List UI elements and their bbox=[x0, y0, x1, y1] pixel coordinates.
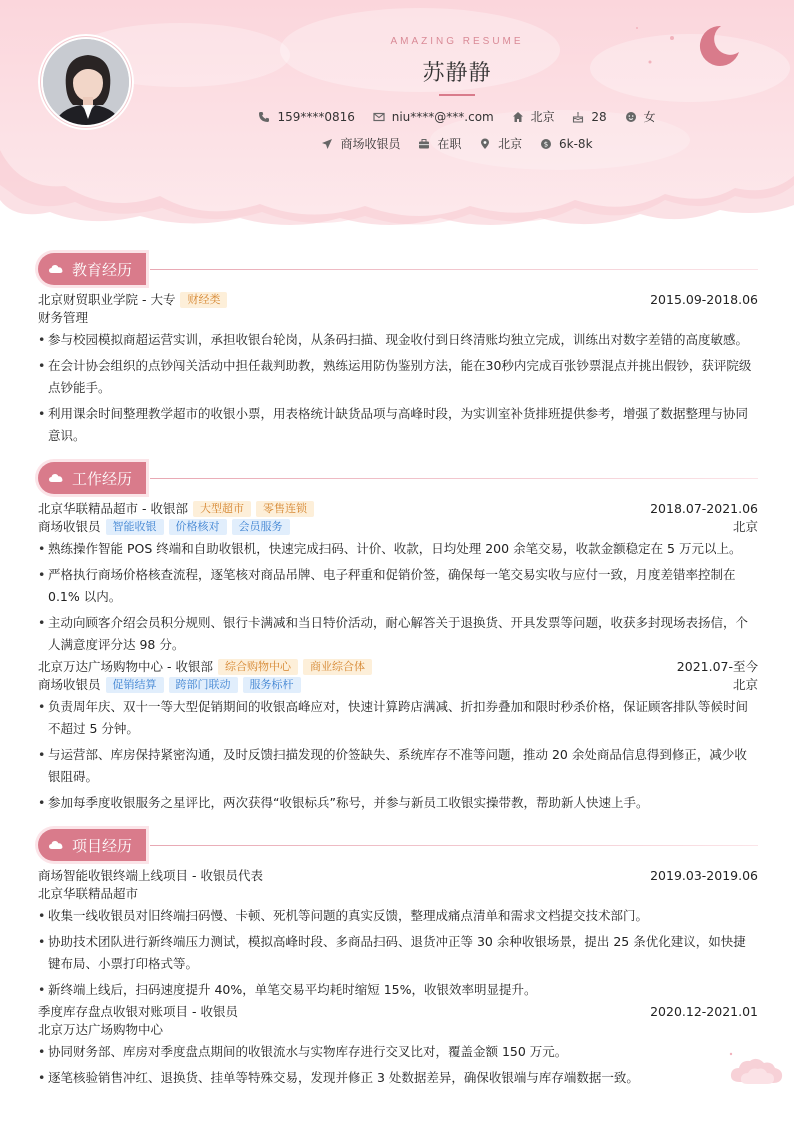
city-info: 北京 bbox=[512, 108, 555, 125]
work-location: 北京 bbox=[732, 677, 758, 692]
candidate-name: 苏静静 bbox=[422, 61, 492, 86]
work-location: 北京 bbox=[732, 519, 758, 534]
email-info: niu****@***.com bbox=[373, 110, 494, 124]
cake-icon bbox=[572, 111, 584, 123]
list-item: • 协助技术团队进行新终端压力测试，模拟高峰时段、多商品扫码、退货冲正等 30 余种收银场景，提出 25 条优化建议，如快捷键布局、小票打印格式等。 bbox=[38, 931, 758, 975]
company-name: 北京华联精品超市 - 收银部 bbox=[38, 501, 188, 516]
cloud-icon bbox=[48, 837, 64, 853]
education-entry bbox=[38, 291, 758, 447]
age-info: 28 bbox=[572, 110, 606, 124]
project-bullets bbox=[38, 905, 758, 1001]
section-header bbox=[38, 253, 758, 285]
list-item: • 负责周年庆、双十一等大型促销期间的收银高峰应对，快速计算跨店满减、折扣券叠加和限时秒杀价格，保证顾客排队等候时间不超过 5 分钟。 bbox=[38, 696, 758, 740]
skill-tag: 会员服务 bbox=[232, 519, 290, 535]
list-item: • 参加每季度收银服务之星评比，两次获得“收银标兵”称号，并参与新员工收银实操带教，帮助新人快速上手。 bbox=[38, 792, 758, 814]
list-item: • 协同财务部、库房对季度盘点期间的收银流水与实物库存进行交叉比对，覆盖金额 150 万元。 bbox=[38, 1041, 758, 1063]
school-name: 北京财贸职业学院 - 大专 bbox=[38, 292, 176, 307]
skill-tag: 促销结算 bbox=[106, 677, 164, 693]
skill-tag: 智能收银 bbox=[106, 519, 164, 535]
list-item: • 与运营部、库房保持紧密沟通，及时反馈扫描发现的价签缺失、系统库存不准等问题，推动 20 余处商品信息得到修正，减少收银阻碍。 bbox=[38, 744, 758, 788]
company-tag: 商业综合体 bbox=[303, 659, 372, 675]
list-item: • 在会计协会组织的点钞闯关活动中担任裁判助教，熟练运用防伪鉴别方法，能在30秒内完成百张钞票混点并挑出假钞，获评院级点钞能手。 bbox=[38, 355, 758, 399]
project-date: 2019.03-2019.06 bbox=[650, 868, 758, 883]
work-date: 2018.07-2021.06 bbox=[650, 501, 758, 516]
list-item: • 收集一线收银员对旧终端扫码慢、卡顿、死机等问题的真实反馈，整理成痛点清单和需求文档提交技术部门。 bbox=[38, 905, 758, 927]
project-bullets bbox=[38, 1041, 758, 1089]
section-divider bbox=[150, 478, 758, 479]
cloud-icon bbox=[48, 261, 64, 277]
svg-text:$: $ bbox=[543, 140, 549, 149]
project-name: 季度库存盘点收银对账项目 - 收银员 bbox=[38, 1004, 238, 1019]
company-tag: 大型超市 bbox=[193, 501, 251, 517]
project-entry bbox=[38, 867, 758, 1001]
send-icon bbox=[321, 138, 333, 150]
work-bullets bbox=[38, 538, 758, 656]
job-role: 商场收银员 bbox=[38, 677, 101, 692]
project-org: 北京华联精品超市 bbox=[38, 886, 139, 901]
section-title: 教育经历 bbox=[72, 260, 133, 279]
resume-kicker: AMAZING RESUME bbox=[390, 36, 524, 47]
list-item: • 逐笔核验销售冲红、退换货、挂单等特殊交易，发现并修正 3 处数据差异，确保收银端与库存端数据一致。 bbox=[38, 1067, 758, 1089]
school-tag: 财经类 bbox=[180, 292, 227, 308]
section-divider bbox=[150, 845, 758, 846]
briefcase-icon bbox=[418, 138, 430, 150]
education-bullets bbox=[38, 329, 758, 447]
section-title: 项目经历 bbox=[72, 836, 133, 855]
list-item: • 主动向顾客介绍会员积分规则、银行卡满减和当日特价活动，耐心解答关于退换货、开具发票等问题，收获多封现场表扬信，个人满意度评分达 98 分。 bbox=[38, 612, 758, 656]
home-icon bbox=[512, 111, 524, 123]
work-bullets bbox=[38, 696, 758, 814]
major: 财务管理 bbox=[38, 310, 89, 325]
section-title-pill bbox=[38, 253, 146, 285]
list-item: • 参与校园模拟商超运营实训，承担收银台轮岗，从条码扫描、现金收付到日终清账均独立完成，训练出对数字差错的高度敏感。 bbox=[38, 329, 758, 351]
skill-tag: 跨部门联动 bbox=[169, 677, 238, 693]
list-item: • 利用课余时间整理教学超市的收银小票，用表格统计缺货品项与高峰时段，为实训室补货排班提供参考，增强了数据整理与协同意识。 bbox=[38, 403, 758, 447]
work-entry bbox=[38, 658, 758, 814]
company-name: 北京万达广场购物中心 - 收银部 bbox=[38, 659, 213, 674]
section-divider bbox=[150, 269, 758, 270]
job-role: 商场收银员 bbox=[38, 519, 101, 534]
work-section bbox=[38, 462, 758, 818]
mail-icon bbox=[373, 111, 385, 123]
phone-icon bbox=[258, 111, 270, 123]
phone-info: 159****0816 bbox=[258, 110, 354, 124]
education-section bbox=[38, 253, 758, 451]
name-underline bbox=[439, 94, 475, 96]
project-entry bbox=[38, 1003, 758, 1089]
list-item: • 熟练操作智能 POS 终端和自助收银机，快速完成扫码、计价、收款，日均处理 200 余笔交易，收款金额稳定在 5 万元以上。 bbox=[38, 538, 758, 560]
skill-tag: 价格核对 bbox=[169, 519, 227, 535]
project-date: 2020.12-2021.01 bbox=[650, 1004, 758, 1019]
gender-info: 女 bbox=[625, 108, 656, 125]
cloud-icon bbox=[48, 470, 64, 486]
section-title-pill bbox=[38, 462, 146, 494]
section-title-pill bbox=[38, 829, 146, 861]
list-item: • 新终端上线后，扫码速度提升 40%，单笔交易平均耗时缩短 15%，收银效率明显提升。 bbox=[38, 979, 758, 1001]
project-section bbox=[38, 829, 758, 1093]
company-tag: 零售连锁 bbox=[256, 501, 314, 517]
work-date: 2021.07-至今 bbox=[676, 659, 758, 674]
expected-salary-info: $ 6k-8k bbox=[540, 137, 593, 151]
work-entry bbox=[38, 500, 758, 656]
section-title: 工作经历 bbox=[72, 469, 133, 488]
target-position-info: 商场收银员 bbox=[321, 135, 400, 152]
section-header bbox=[38, 462, 758, 494]
list-item: • 严格执行商场价格核查流程，逐笔核对商品吊牌、电子秤重和促销价签，确保每一笔交易实收与应付一致，月度差错率控制在 0.1% 以内。 bbox=[38, 564, 758, 608]
target-city-info: 北京 bbox=[479, 135, 522, 152]
project-org: 北京万达广场购物中心 bbox=[38, 1022, 164, 1037]
section-header bbox=[38, 829, 758, 861]
education-date: 2015.09-2018.06 bbox=[650, 292, 758, 307]
contact-row bbox=[0, 108, 794, 126]
job-status-info: 在职 bbox=[418, 135, 461, 152]
gender-icon bbox=[625, 111, 637, 123]
project-name: 商场智能收银终端上线项目 - 收银员代表 bbox=[38, 868, 263, 883]
resume-header bbox=[0, 0, 794, 232]
decorative-cloud-icon bbox=[726, 1052, 786, 1088]
skill-tag: 服务标杆 bbox=[243, 677, 301, 693]
job-intent-row bbox=[0, 135, 794, 153]
company-tag: 综合购物中心 bbox=[218, 659, 298, 675]
salary-icon bbox=[540, 138, 552, 150]
location-pin-icon bbox=[479, 138, 491, 150]
